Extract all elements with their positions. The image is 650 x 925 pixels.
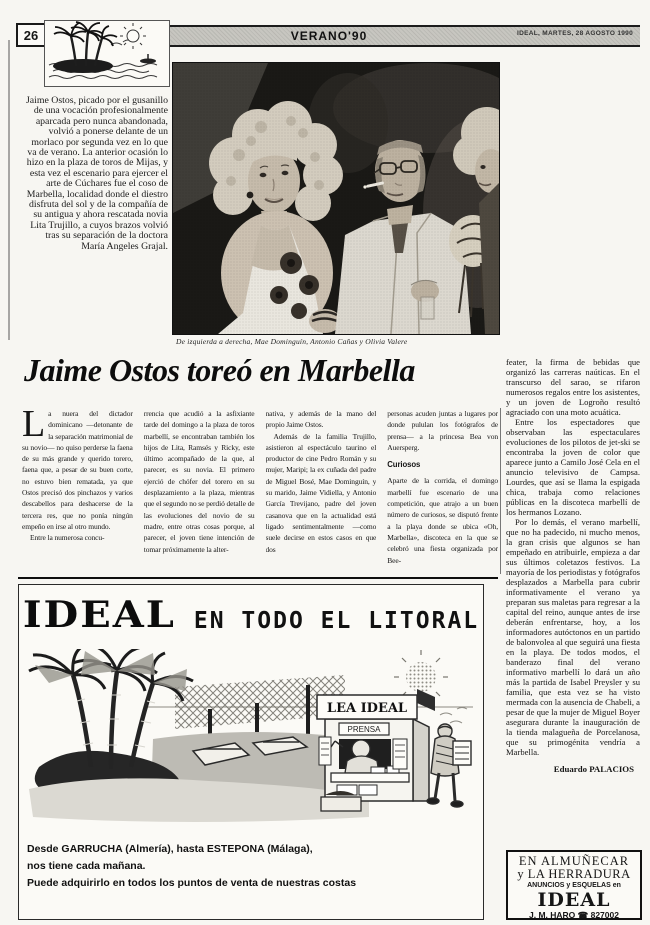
kiosk-sign: LEA IDEAL	[326, 701, 408, 716]
paragraph: personas acuden juntas a lugares por donde pululan los fotógrafos de prensa— a la princesa Bea von Auersperg.	[387, 409, 498, 452]
article-column-1	[22, 408, 133, 574]
paragraph: rrencia que acudió a la asfixiante tarde del domingo a la plaza de toros marbellí, se encontraban también los hijos de Lita, Ramsés y Ricky, este último acompañado de la que, al parecer, es su novia. El primero ejerció de chófer del torero en su desplazamiento a la plaza, mientras que el segundo no se perdió detalle de las evoluciones del novio de su madre, entre otras cosas porque, al parecer, el joven tiene intención de tomar próximamente la alter-	[143, 409, 255, 554]
kiosk-sign-small: PRENSA	[347, 725, 381, 734]
island-vignette	[44, 20, 170, 87]
edition-dateline: IDEAL, MARTES, 28 AGOSTO 1990	[517, 30, 633, 37]
horizontal-rule	[18, 577, 498, 579]
ad-copy-line: nos tiene cada mañana.	[27, 860, 146, 872]
article-column-5	[506, 357, 640, 827]
paragraph: feater, la firma de bebidas que organizó las carreras naúticas. En el transcurso del sarao, se rifaron numerosos regalos entre los asistentes, y un joven de Logroño resultó agraciado con una moto acuática.	[506, 357, 640, 417]
paragraph: Por lo demás, el verano marbellí, que no ha padecido, ni mucho menos, la gran crisis que algunos se han empeñado en atribuirle, empieza a dar sus últimos coletazos festivos. La mayoría de los periodistas y fotógrafos desplazados a Marbella para cubrir informativamente el verano ya preparan sus maletas para regresar a la capital del reino, aunque antes de irse deberán enfrentarse, hoy, a los informadores autóctonos en un partido de balonvolea al que seguirá una fiesta en la playa. De todos modos, el banderazo final del verano informativo marbellí lo dará un año más la partida de Isabel Preysler y su familia, que esta vez se ha visto mermada con la ausencia de Chabeli, a pesar de que la mujer de Miguel Boyer asegurara durante la inauguración de la tienda malagueña de Porcelanosa, que su primogénita vendría a Marbella.	[506, 517, 640, 757]
paragraph: Aparte de la corrida, el domingo marbellí fue escenario de una competición, que atrajo a un buen número de curiosos, se disputó frente a la playa donde se ubica «Oh, Marbella», discoteca en la que se celebró una fiesta organizada por Bee-	[387, 476, 498, 565]
paragraph: Además de la familia Trujillo, asistieron al espectáculo taurino el productor de cine Pedro Román y su mujer, Maripi; la ex cuñada del padre de Miguel Bosé, Mae Dominguín, y su marido, Jaime Vidiella, y Antonio García Trevijano, padre del joven casanova que en la actualidad está ligado sentimentalmente —como suele decirse en estos casos en que dos	[265, 431, 377, 554]
article-subhead: Curiosos	[387, 460, 421, 470]
kiosk	[317, 689, 435, 811]
ad-copy-line: Puede adquirirlo en todos los puntos de venta de nuestras costas	[27, 877, 357, 889]
almunecar-classified-box	[506, 850, 642, 920]
drop-cap: L	[22, 408, 46, 445]
lead-paragraph: Jaime Ostos, picado por el gusanillo de una vocación profesionalmente aparcada pero nunca abandonada, volvió a ponerse delante de un morlaco por segunda vez en lo que va de verano. La anterior ocasión lo hizo en la plaza de toros de Mijas, y esta vez el escenario para ejercer el arte de Cúchares fue el coso de Marbella, localidad donde el diestro disfruta del sol y de la compañía de su antigua y ahora rescatada novia Lita Trujillo, a cuyos brazos volvió tras su separación de la doctora María Angeles Grajal.	[25, 96, 168, 252]
classified-line: y LA HERRADURA	[517, 867, 631, 881]
photo-illustration	[173, 63, 499, 334]
ad-headline-row	[19, 591, 483, 638]
article-column-2	[144, 408, 255, 574]
ad-headline: EN TODO EL LITORAL	[193, 608, 480, 634]
photo-caption: De izquierda a derecha, Mae Dominguín, Antonio Cañas y Olivia Valere	[176, 337, 408, 346]
pedestrian	[427, 724, 471, 807]
page-number: 26	[16, 23, 46, 47]
ad-copy	[27, 841, 475, 892]
classified-contact: J. M. HARO ☎ 827002	[529, 910, 619, 920]
article-column-4	[387, 408, 498, 574]
ideal-logo: IDEAL	[22, 592, 176, 637]
palm-island-icon	[45, 21, 167, 84]
ad-copy-line: Desde GARRUCHA (Almería), hasta ESTEPONA (Málaga),	[27, 843, 313, 855]
paragraph: nativa, y además de la mano del propio Jaime Ostos.	[265, 409, 377, 430]
scan-artifact	[8, 40, 10, 340]
paragraph: Entre los espectadores que observaban las espectaculares evoluciones de los pilotos de jet-ski se encontraba la joven de color que aparece junto a Camilo José Cela en el anuncio televisivo de Campsa. Lourdes, que así se llama la espigada chica, trabaja como relaciones públicas en la discoteca marbellí de los hermanos Lozano.	[506, 417, 640, 517]
classified-line: ANUNCIOS y ESQUELAS en	[527, 882, 621, 889]
classified-ideal-logo: IDEAL	[537, 889, 611, 911]
article-body	[22, 408, 498, 574]
article-headline: Jaime Ostos toreó en Marbella	[24, 352, 415, 388]
paragraph: Entre la numerosa concu-	[30, 533, 105, 543]
ad-illustration	[25, 649, 475, 842]
section-title: VERANO'90	[290, 29, 368, 43]
beach-kiosk-illustration	[25, 649, 475, 837]
article-column-3	[266, 408, 377, 574]
classified-line: EN ALMUÑECAR	[518, 854, 630, 868]
ideal-litoral-ad	[18, 584, 484, 920]
column-divider	[500, 408, 501, 574]
article-photo	[172, 62, 500, 335]
byline: Eduardo PALACIOS	[553, 764, 634, 774]
paragraph-text: a nuera del dictador dominicano —detonante de la separación matrimonial de su novio— no quiso perderse la faena de su más grande y querido torero, faena que, a pesar de su buen corte, no estuvo bien rematada, ya que Ostos precisó dos pinchazos y varios descabellos para deshacerse de la tercera res, que no ponía ningún empeño en irse al otro mundo.	[22, 409, 133, 531]
paragraph	[22, 408, 133, 532]
